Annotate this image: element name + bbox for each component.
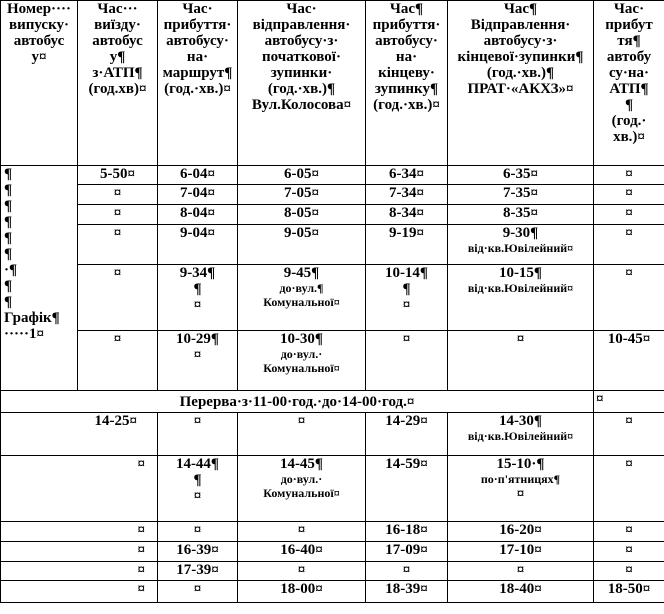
cell-text: 18-00¤ — [280, 581, 323, 597]
cell-text: (год.·хв.)¶ — [486, 65, 555, 81]
cell-depart-depot — [78, 225, 158, 265]
cell-arrive-end — [366, 166, 448, 185]
cell-text: прибуття· — [163, 17, 232, 33]
cell-depart-end — [448, 166, 594, 185]
cell-text: 14-25¤ — [94, 413, 137, 429]
cell-depart-depot — [78, 185, 158, 205]
cell-text: 18-40¤ — [499, 581, 542, 597]
cell-arrive-depot — [594, 185, 664, 205]
cell-text: ·¶ — [4, 262, 18, 278]
cell-depart-start — [238, 225, 366, 265]
break-end-cell — [594, 391, 664, 413]
cell-text: ¶ — [4, 166, 13, 182]
cell-text: ¤ — [113, 205, 122, 221]
cell-depart-depot — [1, 522, 158, 542]
cell-text: 10-15¶ — [498, 265, 543, 281]
cell-depart-end — [448, 542, 594, 562]
cell-text: 18-39¤ — [385, 581, 428, 597]
cell-text: ¤ — [625, 166, 633, 182]
cell-text: кінцевої·зупинки¶ — [457, 49, 584, 65]
cell-text: 18-50¤ — [607, 581, 651, 597]
cell-text: зупинки· — [270, 65, 333, 81]
cell-text: маршрут¶ — [162, 65, 233, 81]
cell-text: (год.·хв.)¤ — [164, 81, 231, 97]
cell-text: кінцеву· — [378, 65, 435, 81]
cell-text: ¶ — [193, 472, 202, 488]
cell-depart-start — [238, 562, 366, 581]
cell-text: 10-14¶ — [384, 265, 429, 281]
cell-text: Номер···· — [6, 1, 72, 17]
cell-text: від·кв.Ювілейний¤ — [467, 429, 574, 443]
cell-text: ¤ — [137, 562, 145, 578]
cell-text: Час· — [286, 1, 317, 17]
cell-arrive-end — [366, 205, 448, 225]
cell-depart-start — [238, 581, 366, 603]
cell-text: (год.хв)¤ — [88, 81, 147, 97]
cell-text: ¤ — [596, 391, 604, 407]
cell-depart-start — [238, 205, 366, 225]
cell-text: від·кв.Ювілейний¤ — [467, 241, 574, 255]
cell-text: ¤ — [516, 562, 525, 578]
cell-arrive-route — [158, 522, 238, 542]
cell-text: 14-30¶ — [498, 413, 543, 429]
cell-arrive-route — [158, 562, 238, 581]
cell-text: на· — [395, 49, 418, 65]
cell-depart-start — [238, 456, 366, 522]
cell-text: ¤ — [193, 413, 202, 429]
cell-depart-end — [448, 456, 594, 522]
schedule-row — [1, 456, 664, 522]
cell-text: Час¶ — [503, 1, 538, 17]
cell-text: хв.)¤ — [613, 129, 645, 145]
cell-text: ¤ — [137, 456, 145, 472]
break-row — [1, 391, 664, 413]
cell-text: ¶ — [402, 281, 411, 297]
cell-arrive-end — [366, 265, 448, 331]
cell-arrive-depot — [594, 581, 664, 603]
cell-text: 16-40¤ — [280, 542, 323, 558]
cell-depart-end — [448, 185, 594, 205]
cell-depart-end — [448, 225, 594, 265]
cell-text: 9-19¤ — [389, 225, 424, 241]
schedule-row — [1, 205, 664, 225]
cell-text: 14-29¤ — [385, 413, 428, 429]
cell-text: ¶ — [4, 182, 13, 198]
cell-text: Комунальної¤ — [263, 295, 340, 309]
cell-text: 17-09¤ — [385, 542, 428, 558]
cell-depart-start — [238, 331, 366, 391]
cell-depart-depot — [1, 542, 158, 562]
header-row — [1, 1, 664, 166]
cell-text: з·АТП¶ — [92, 65, 143, 81]
cell-text: ПРАТ·«АКХЗ»¤ — [467, 81, 574, 97]
cell-arrive-end — [366, 331, 448, 391]
cell-text: ¤ — [516, 486, 525, 502]
cell-text: 6-34¤ — [389, 166, 424, 182]
cell-depart-start — [238, 542, 366, 562]
cell-text: 7-35¤ — [503, 185, 538, 201]
cell-text: відправлення· — [252, 17, 351, 33]
cell-arrive-route — [158, 581, 238, 603]
header-arrive-end-stop — [366, 1, 448, 166]
schedule-row — [1, 522, 664, 542]
cell-arrive-route — [158, 225, 238, 265]
cell-depart-depot — [78, 166, 158, 185]
cell-text: ¤ — [402, 297, 411, 313]
cell-text: ¤ — [625, 413, 633, 429]
cell-text: ¤ — [402, 562, 411, 578]
cell-text: 8-34¤ — [389, 205, 424, 221]
cell-arrive-end — [366, 562, 448, 581]
header-release-number — [1, 1, 78, 166]
cell-text: ¤ — [193, 522, 202, 538]
cell-text: 7-04¤ — [180, 185, 215, 201]
schedule-row — [1, 562, 664, 581]
cell-text: 15-10·¶ — [496, 456, 545, 472]
cell-text: 6-05¤ — [284, 166, 319, 182]
cell-text: автобусу· — [375, 33, 438, 49]
cell-arrive-depot — [594, 205, 664, 225]
cell-text: ¶ — [4, 278, 13, 294]
cell-text: 10-45¤ — [607, 331, 651, 347]
cell-text: ¤ — [113, 225, 122, 241]
cell-text: ¤ — [113, 265, 122, 281]
cell-text: ¤ — [625, 225, 633, 241]
cell-text: ¤ — [625, 456, 633, 472]
header-depart-end-stop — [448, 1, 594, 166]
schedule-row — [1, 413, 664, 456]
cell-arrive-depot — [594, 225, 664, 265]
cell-text: на· — [186, 49, 209, 65]
cell-text: ¤ — [193, 581, 202, 597]
cell-text: Відправлення· — [470, 17, 571, 33]
cell-text: ¤ — [297, 522, 306, 538]
cell-text: виїзду· — [94, 17, 141, 33]
cell-arrive-route — [158, 166, 238, 185]
cell-text: автобус — [13, 33, 65, 49]
cell-text: тя¶ — [617, 33, 641, 49]
cell-text: ¤ — [193, 488, 202, 504]
cell-text: (год.·хв.)¶ — [267, 81, 336, 97]
cell-text: Час¶ — [389, 1, 424, 17]
cell-text: ¤ — [516, 331, 525, 347]
schedule-row — [1, 265, 664, 331]
cell-text: Час··· — [97, 1, 138, 17]
cell-text: 16-18¤ — [385, 522, 428, 538]
cell-depart-depot — [1, 562, 158, 581]
cell-text: (год.·хв.)¤ — [373, 97, 440, 113]
cell-depart-start — [238, 265, 366, 331]
schedule-row — [1, 581, 664, 603]
cell-text: прибут — [605, 17, 653, 33]
cell-text: ¤ — [625, 562, 633, 578]
cell-text: 9-30¶ — [502, 225, 539, 241]
cell-text: 9-34¶ — [179, 265, 216, 281]
cell-text: 6-35¤ — [503, 166, 538, 182]
cell-text: 9-45¶ — [283, 265, 320, 281]
cell-depart-end — [448, 522, 594, 542]
cell-arrive-depot — [594, 542, 664, 562]
cell-text: 6-04¤ — [180, 166, 215, 182]
cell-text: 14-45¶ — [279, 456, 324, 472]
cell-text: ¶ — [4, 214, 13, 230]
cell-text: по·п'ятницях¶ — [480, 472, 561, 486]
cell-depart-start — [238, 413, 366, 456]
cell-text: ¤ — [113, 185, 122, 201]
cell-text: ¤ — [625, 265, 633, 281]
cell-arrive-route — [158, 265, 238, 331]
cell-depart-end — [448, 413, 594, 456]
cell-text: у¤ — [31, 49, 47, 65]
cell-text: Час· — [613, 1, 645, 17]
schedule-row — [1, 542, 664, 562]
cell-text: ¤ — [402, 331, 411, 347]
cell-text: 7-05¤ — [284, 185, 319, 201]
break-text — [1, 391, 594, 413]
cell-arrive-depot — [594, 413, 664, 456]
cell-arrive-route — [158, 205, 238, 225]
cell-text: 17-10¤ — [499, 542, 542, 558]
cell-depart-depot — [1, 413, 158, 456]
cell-text: Комунальної¤ — [263, 361, 340, 375]
cell-text: ¤ — [113, 331, 122, 347]
cell-depart-start — [238, 166, 366, 185]
cell-text: автобусу·з· — [264, 33, 339, 49]
cell-text: 8-05¤ — [284, 205, 319, 221]
cell-text: до·вул.· — [280, 472, 323, 486]
cell-depart-start — [238, 185, 366, 205]
cell-depart-depot — [78, 331, 158, 391]
cell-text: ¤ — [193, 347, 202, 363]
cell-text: 16-39¤ — [176, 542, 219, 558]
cell-text: ¶ — [193, 281, 202, 297]
cell-text: ¤ — [625, 205, 633, 221]
cell-arrive-end — [366, 225, 448, 265]
cell-text: автобусу·з· — [483, 33, 558, 49]
cell-text: ¶ — [4, 246, 13, 262]
cell-text: автобус — [92, 33, 143, 49]
cell-arrive-depot — [594, 562, 664, 581]
cell-arrive-end — [366, 522, 448, 542]
cell-text: 14-59¤ — [385, 456, 428, 472]
cell-arrive-depot — [594, 522, 664, 542]
cell-arrive-route — [158, 331, 238, 391]
schedule-row — [1, 225, 664, 265]
cell-text: 9-05¤ — [284, 225, 319, 241]
header-depart-start-stop — [238, 1, 366, 166]
cell-text: автобу — [606, 49, 652, 65]
header-depart-depot — [78, 1, 158, 166]
cell-text: ¶ — [624, 97, 634, 113]
cell-text: початкової· — [262, 49, 341, 65]
schedule-row — [1, 331, 664, 391]
cell-text: Графік¶ — [4, 310, 60, 326]
cell-text: прибуття· — [372, 17, 441, 33]
cell-depart-depot — [1, 456, 158, 522]
cell-text: ·····1¤ — [4, 326, 45, 342]
cell-text: ¤ — [137, 581, 145, 597]
cell-text: випуску· — [8, 17, 69, 33]
cell-arrive-end — [366, 456, 448, 522]
cell-text: 10-30¶ — [279, 331, 324, 347]
cell-text: АТП¶ — [609, 81, 649, 97]
cell-text: Вул.Колосова¤ — [251, 97, 352, 113]
cell-depart-end — [448, 331, 594, 391]
cell-text: до·вул.· — [280, 347, 323, 361]
cell-depart-end — [448, 205, 594, 225]
cell-text: 7-34¤ — [389, 185, 424, 201]
cell-text: до·вул.¶ — [279, 281, 324, 295]
schedule-row — [1, 185, 664, 205]
cell-arrive-end — [366, 185, 448, 205]
cell-text: 8-04¤ — [180, 205, 215, 221]
cell-text: зупинку¶ — [374, 81, 439, 97]
cell-text: 10-29¶ — [175, 331, 220, 347]
cell-arrive-end — [366, 542, 448, 562]
cell-text: автобусу· — [166, 33, 229, 49]
cell-text: ¤ — [625, 522, 633, 538]
schedule-number-cell — [1, 166, 78, 391]
cell-text: від·кв.Ювілейний¤ — [467, 281, 574, 295]
cell-text: Перерва·з·11-00·год.·до·14-00·год.¤ — [179, 393, 415, 410]
cell-text: 9-04¤ — [180, 225, 215, 241]
cell-arrive-route — [158, 542, 238, 562]
cell-text: 5-50¤ — [100, 166, 135, 182]
schedule-row — [1, 166, 664, 185]
cell-text: 14-44¶ — [175, 456, 220, 472]
cell-text: Комунальної¤ — [263, 486, 340, 500]
cell-arrive-end — [366, 413, 448, 456]
cell-text: ¤ — [137, 542, 145, 558]
cell-text: Час· — [182, 1, 213, 17]
cell-arrive-depot — [594, 265, 664, 331]
cell-arrive-route — [158, 413, 238, 456]
cell-text: ¤ — [297, 413, 306, 429]
cell-arrive-depot — [594, 166, 664, 185]
cell-text: 16-20¤ — [499, 522, 542, 538]
cell-arrive-depot — [594, 456, 664, 522]
cell-text: у¶ — [109, 49, 126, 65]
header-arrive-depot — [594, 1, 664, 166]
cell-depart-end — [448, 581, 594, 603]
cell-arrive-end — [366, 581, 448, 603]
cell-text: ¤ — [297, 562, 306, 578]
cell-text: 17-39¤ — [176, 562, 219, 578]
cell-text: ¶ — [4, 198, 13, 214]
cell-arrive-depot — [594, 331, 664, 391]
cell-text: су·на· — [608, 65, 650, 81]
cell-text: ¤ — [137, 522, 145, 538]
header-arrive-route — [158, 1, 238, 166]
cell-depart-end — [448, 562, 594, 581]
cell-text: 8-35¤ — [503, 205, 538, 221]
cell-depart-start — [238, 522, 366, 542]
cell-text: (год.· — [611, 113, 647, 129]
cell-text: ¶ — [4, 294, 13, 310]
cell-arrive-route — [158, 185, 238, 205]
cell-depart-end — [448, 265, 594, 331]
cell-depart-depot — [78, 265, 158, 331]
cell-depart-depot — [1, 581, 158, 603]
cell-text: ¤ — [193, 297, 202, 313]
cell-text: ¤ — [625, 185, 633, 201]
cell-arrive-route — [158, 456, 238, 522]
cell-text: ¶ — [4, 230, 13, 246]
cell-text: ¤ — [625, 542, 633, 558]
cell-depart-depot — [78, 205, 158, 225]
